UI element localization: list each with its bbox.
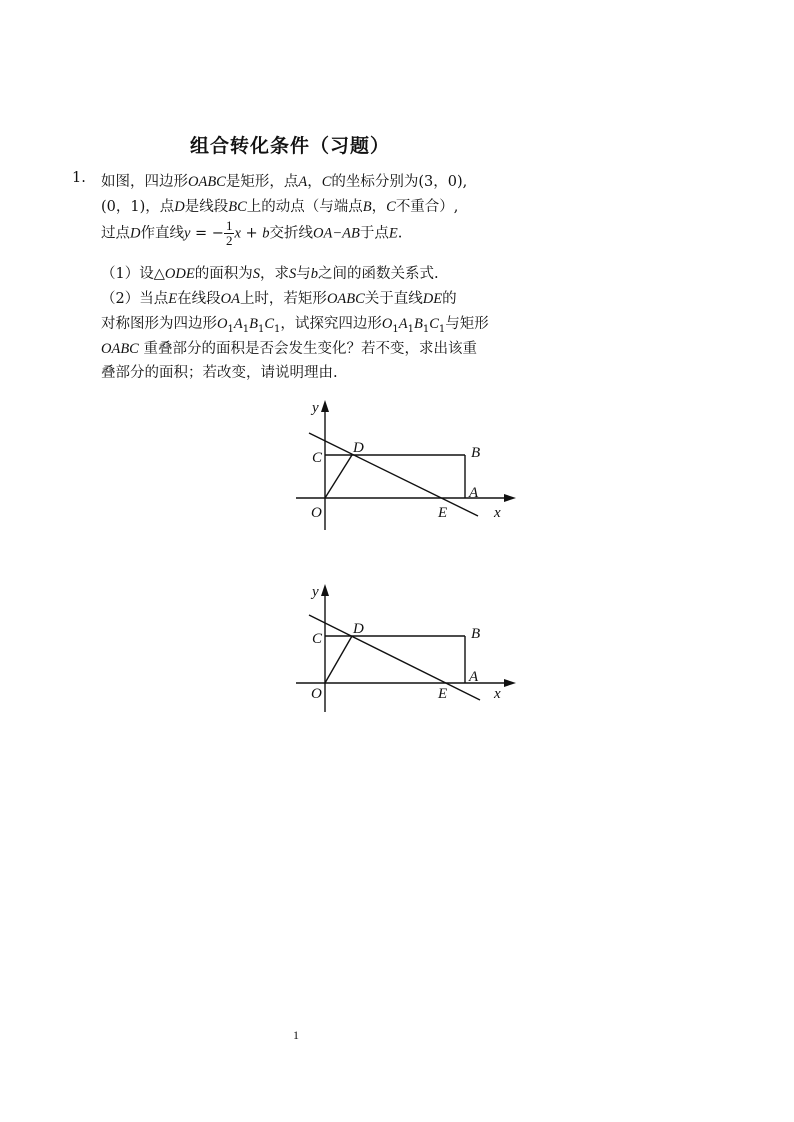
part-2-line-4: 叠部分的面积；若改变，请说明理由.: [101, 365, 338, 381]
line-de: [309, 615, 480, 700]
label-y: y: [312, 400, 319, 416]
label-d: D: [353, 621, 364, 637]
label-o: O: [311, 686, 322, 702]
label-a: A: [469, 485, 479, 501]
problem-line-1: 如图，四边形OABC是矩形，点A，C的坐标分别为(3，0),: [101, 174, 468, 190]
part-2-line-3: OABC 重叠部分的面积是否会发生变化？若不变，求出该重: [101, 341, 477, 357]
part-1: （1）设△ODE的面积为S，求S与b之间的函数关系式.: [101, 266, 439, 282]
part-2-line-2: 对称图形为四边形$O_1A_1B_1C_1$，试探究四边形$O_1A_1B_1C_1$与矩形: [101, 316, 489, 335]
label-c: C: [312, 631, 323, 647]
label-e: E: [438, 686, 448, 702]
problem-number: 1.: [72, 170, 86, 186]
label-e: E: [438, 505, 448, 521]
label-x: x: [494, 686, 501, 702]
label-y: y: [312, 584, 319, 600]
label-o: O: [311, 505, 322, 521]
label-b: B: [471, 626, 481, 642]
y-axis-arrow: [321, 584, 329, 596]
label-a: A: [469, 669, 479, 685]
label-d: D: [353, 440, 364, 456]
page-title: 组合转化条件（习题）: [190, 135, 391, 157]
segment-od: [325, 636, 352, 683]
label-c: C: [312, 450, 323, 466]
label-x: x: [494, 505, 501, 521]
problem-line-2: (0，1)，点D是线段BC上的动点（与端点B，C不重合）,: [101, 199, 459, 215]
fraction-one-half: $\frac{1}{2}$: [225, 218, 233, 248]
x-axis-arrow: [504, 679, 516, 687]
page-number: 1: [293, 1028, 299, 1042]
label-b: B: [471, 445, 481, 461]
part-2-line-1: （2）当点E在线段OA上时，若矩形OABC关于直线DE的: [101, 291, 457, 307]
problem-line-3: 过点D作直线y = − $\frac{1}{2}$ x + b交折线OA−AB于点E.: [101, 218, 403, 248]
